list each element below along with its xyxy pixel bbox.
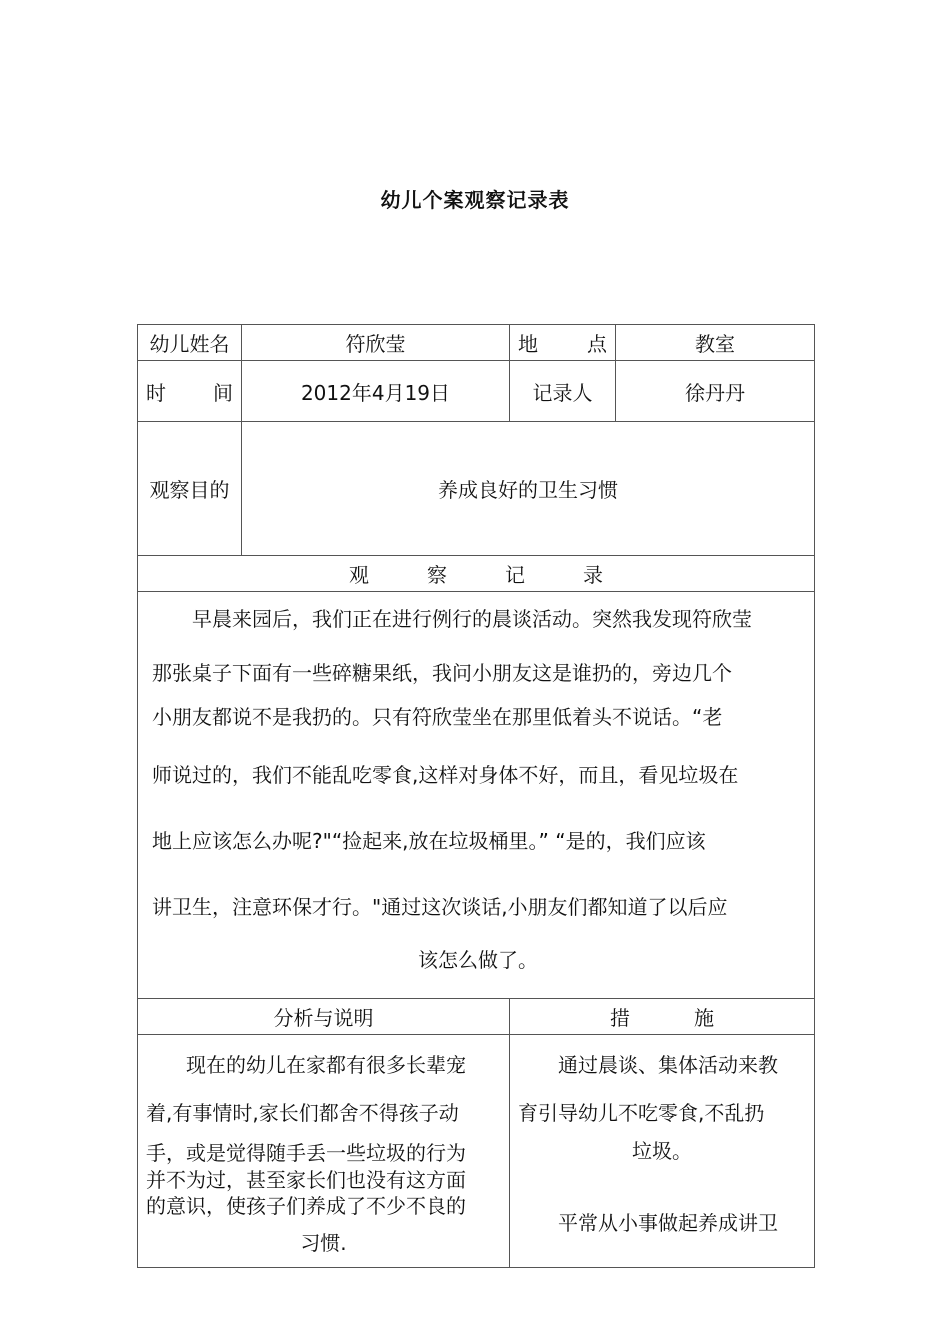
analysis-line: 现在的幼儿在家都有很多长辈宠 [186, 1053, 466, 1077]
record-header-char: 录 [583, 563, 603, 587]
row-name-place [138, 325, 815, 361]
measure-body [510, 1035, 815, 1268]
record-header [138, 556, 815, 592]
time-value: 2012年4月19日 [242, 361, 510, 422]
place-value: 教室 [616, 325, 815, 361]
place-label-a: 地 [518, 332, 538, 356]
row-purpose [138, 422, 815, 556]
analysis-line: 并不为过，甚至家长们也没有这方面 [146, 1168, 466, 1192]
measure-header-char: 措 [610, 1006, 630, 1030]
time-label-a: 时 [146, 380, 166, 405]
row-time-recorder [138, 361, 815, 422]
record-line: 师说过的，我们不能乱吃零食,这样对身体不好，而且，看见垃圾在 [152, 763, 739, 787]
record-header-char: 察 [427, 563, 447, 587]
record-line: 该怎么做了。 [418, 948, 538, 972]
row-record-body [138, 592, 815, 999]
record-body [138, 592, 815, 999]
record-line: 讲卫生，注意环保才行。"通过这次谈话,小朋友们都知道了以后应 [152, 895, 728, 919]
row-record-header [138, 556, 815, 592]
purpose-label: 观察目的 [138, 422, 242, 556]
measure-header-char: 施 [694, 1006, 714, 1030]
name-label: 幼儿姓名 [138, 325, 242, 361]
document-title: 幼儿个案观察记录表 [380, 188, 570, 212]
analysis-line: 着,有事情时,家长们都舍不得孩子动 [146, 1101, 459, 1125]
name-value: 符欣莹 [242, 325, 510, 361]
row-analysis-header [138, 999, 815, 1035]
measure-line: 平常从小事做起养成讲卫 [558, 1211, 778, 1235]
analysis-line: 的意识，使孩子们养成了不少不良的 [146, 1194, 466, 1218]
recorder-value: 徐丹丹 [616, 361, 815, 422]
purpose-value: 养成良好的卫生习惯 [242, 422, 815, 556]
measure-line: 育引导幼儿不吃零食,不乱扔 [518, 1101, 765, 1125]
time-label-b: 间 [213, 380, 233, 405]
record-header-char: 记 [505, 563, 525, 587]
time-label [138, 361, 242, 422]
recorder-label: 记录人 [510, 361, 616, 422]
observation-table [137, 324, 815, 1268]
analysis-line: 习惯. [300, 1231, 347, 1255]
measure-line: 垃圾。 [632, 1139, 692, 1163]
row-analysis-body [138, 1035, 815, 1268]
record-line: 地上应该怎么办呢?"“捡起来,放在垃圾桶里。” “是的，我们应该 [152, 829, 706, 853]
record-line: 小朋友都说不是我扔的。只有符欣莹坐在那里低着头不说话。“老 [152, 705, 723, 729]
record-line: 早晨来园后，我们正在进行例行的晨谈活动。突然我发现符欣莹 [192, 607, 752, 631]
analysis-line: 手，或是觉得随手丢一些垃圾的行为 [146, 1141, 466, 1165]
measure-line: 通过晨谈、集体活动来教 [558, 1053, 778, 1077]
record-line: 那张桌子下面有一些碎糖果纸，我问小朋友这是谁扔的，旁边几个 [152, 661, 732, 685]
place-label [510, 325, 616, 361]
place-label-b: 点 [587, 332, 607, 356]
record-header-char: 观 [349, 563, 369, 587]
analysis-header: 分析与说明 [138, 999, 510, 1035]
analysis-body [138, 1035, 510, 1268]
measure-header [510, 999, 815, 1035]
